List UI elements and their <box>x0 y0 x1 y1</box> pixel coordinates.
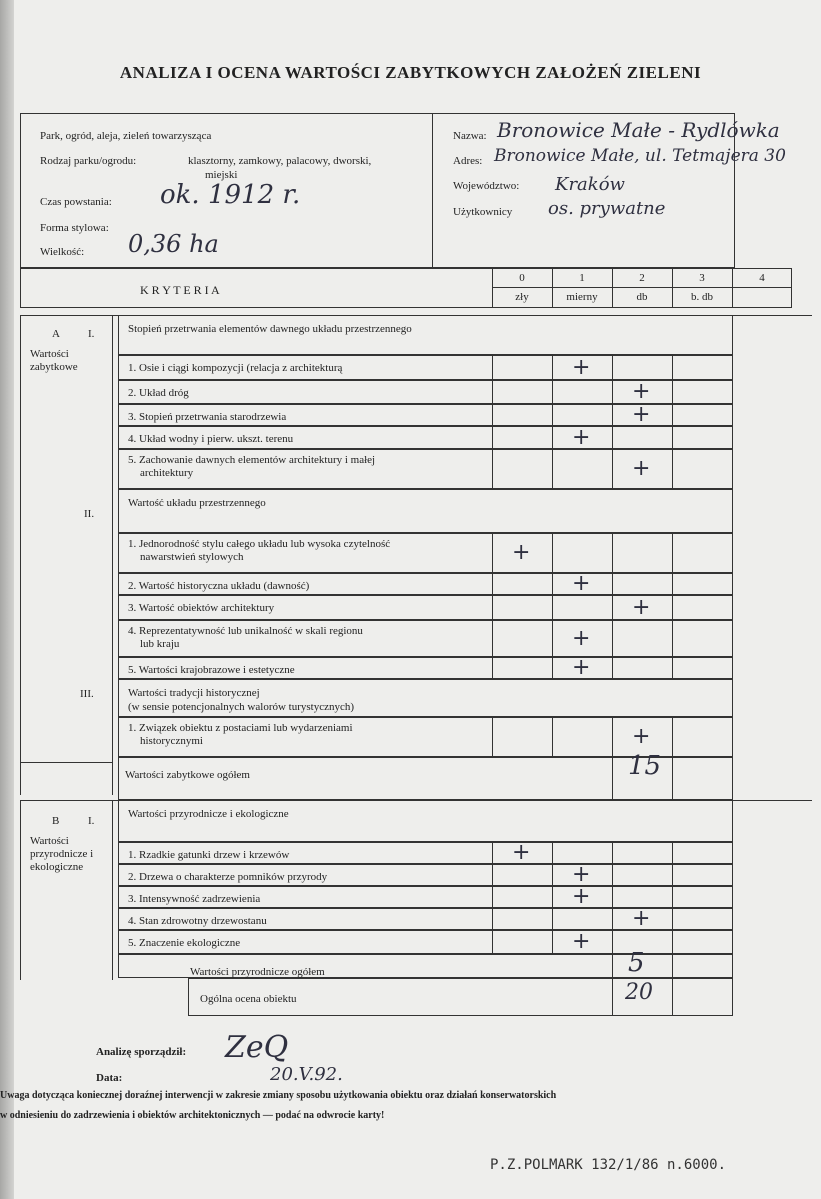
criterion-cell-line <box>672 842 673 864</box>
criterion-cell-line <box>672 573 673 595</box>
criterion-cell-line <box>612 573 613 595</box>
form-title: ANALIZA I OCENA WARTOŚCI ZABYTKOWYCH ZAŁOŻEŃ ZIELENI <box>119 63 702 82</box>
col-4-num: 4 <box>759 272 765 284</box>
criterion-label: 2. Wartość historyczna układu (dawność) <box>128 580 310 592</box>
criterion-cell-line <box>672 404 673 426</box>
criterion-cell-line <box>612 908 613 930</box>
section-a-roman-3: III. <box>80 688 94 700</box>
total-label: Wartości przyrodnicze ogółem <box>190 966 325 978</box>
criterion-cell-line <box>612 533 613 573</box>
score-mark: + <box>632 456 651 481</box>
group-title: (w sensie potencjonalnych walorów turystycznych) <box>128 701 355 713</box>
section-b-letter: B <box>52 815 60 827</box>
overall-divider <box>612 978 613 1016</box>
criterion-cell-line <box>492 595 493 620</box>
criterion-label: architektury <box>140 467 194 479</box>
rodzaj-label: Rodzaj parku/ogrodu: <box>40 155 137 167</box>
print-code: P.Z.POLMARK 132/1/86 n.6000. <box>490 1157 727 1173</box>
group-title-row <box>118 315 733 355</box>
czas-value: ok. 1912 r. <box>160 180 301 210</box>
criterion-cell-line <box>672 864 673 886</box>
criterion-cell-line <box>492 355 493 380</box>
total-value: 5 <box>628 948 645 978</box>
score-mark: + <box>572 424 591 450</box>
criterion-cell-line <box>552 842 553 864</box>
criterion-cell-line <box>672 355 673 380</box>
criterion-cell-line <box>552 864 553 886</box>
signature: ZeQ <box>225 1030 289 1065</box>
criterion-cell-line <box>672 908 673 930</box>
criterion-cell-line <box>492 886 493 908</box>
criterion-cell-line <box>612 657 613 679</box>
criterion-cell-line <box>552 449 553 489</box>
park-line: Park, ogród, aleja, zieleń towarzysząca <box>40 130 212 142</box>
criterion-cell-line <box>672 717 673 757</box>
criterion-cell-line <box>552 886 553 908</box>
score-mark: + <box>632 906 651 931</box>
total-value: 15 <box>628 751 662 781</box>
criterion-cell-line <box>612 355 613 380</box>
criterion-cell-line <box>552 573 553 595</box>
uzytkownicy-value: os. prywatne <box>548 198 666 219</box>
page-binding-edge <box>0 0 14 1199</box>
criterion-cell-line <box>612 886 613 908</box>
header-divider <box>432 113 433 268</box>
col-0-num: 0 <box>519 272 525 284</box>
criterion-label: nawarstwień stylowych <box>140 551 244 563</box>
criterion-label: 4. Stan zdrowotny drzewostanu <box>128 915 267 927</box>
group-title: Wartości przyrodnicze i ekologiczne <box>128 808 289 820</box>
criterion-cell-line <box>612 449 613 489</box>
criterion-label: lub kraju <box>140 638 180 650</box>
score-mark: + <box>572 571 591 596</box>
adres-value: Bronowice Małe, ul. Tetmajera 30 <box>494 146 786 166</box>
section-a-left-column-line <box>112 315 113 795</box>
section-b-roman-1: I. <box>88 815 95 827</box>
score-mark: + <box>572 862 591 887</box>
criterion-cell-line <box>672 886 673 908</box>
criterion-label: 1. Rzadkie gatunki drzew i krzewów <box>128 849 290 861</box>
criterion-label: 3. Stopień przetrwania starodrzewia <box>128 411 287 423</box>
criterion-cell-line <box>552 930 553 954</box>
criterion-cell-line <box>612 864 613 886</box>
criterion-cell-line <box>612 426 613 449</box>
criterion-label: historycznymi <box>140 735 203 747</box>
col-1-name: mierny <box>566 291 598 303</box>
criterion-cell-line <box>492 573 493 595</box>
total-cell-line <box>612 954 613 978</box>
total-cell-line <box>672 954 673 978</box>
section-a-total-divider <box>20 762 112 763</box>
nazwa-label: Nazwa: <box>453 130 487 142</box>
criterion-cell-line <box>492 426 493 449</box>
criterion-cell-line <box>612 380 613 404</box>
criterion-cell-line <box>492 717 493 757</box>
criterion-cell-line <box>492 449 493 489</box>
criterion-label: 5. Znaczenie ekologiczne <box>128 937 241 949</box>
criterion-label: 4. Reprezentatywność lub unikalność w skali regionu <box>128 625 363 637</box>
forma-label: Forma stylowa: <box>40 222 109 234</box>
section-a-roman-2: II. <box>84 508 95 520</box>
section-b-name: Wartości przyrodnicze i ekologiczne <box>30 835 94 873</box>
wielkosc-label: Wielkość: <box>40 246 85 258</box>
col-0-name: zły <box>515 291 529 303</box>
score-mark: + <box>572 625 591 651</box>
overall-value: 20 <box>625 980 653 1005</box>
col-3-num: 3 <box>699 272 705 284</box>
group-title: Wartości tradycji historycznej <box>128 687 260 699</box>
analiza-label: Analizę sporządził: <box>96 1046 187 1058</box>
criterion-cell-line <box>552 533 553 573</box>
total-cell-line <box>672 757 673 800</box>
group-title: Wartość układu przestrzennego <box>128 497 266 509</box>
criterion-label: 2. Układ dróg <box>128 387 189 399</box>
criterion-label: 1. Związek obiektu z postaciami lub wydarzeniami <box>128 722 353 734</box>
criterion-cell-line <box>672 930 673 954</box>
uzytkownicy-label: Użytkownicy <box>453 206 513 218</box>
criterion-label: 5. Zachowanie dawnych elementów architektury i małej <box>128 454 376 466</box>
section-a-name: Wartości zabytkowe <box>30 348 78 373</box>
criterion-label: 2. Drzewa o charakterze pomników przyrody <box>128 871 328 883</box>
col-3-name: b. db <box>691 291 713 303</box>
group-title-row <box>118 800 733 842</box>
section-a-roman-1: I. <box>88 328 95 340</box>
group-title: Stopień przetrwania elementów dawnego układu przestrzennego <box>128 323 412 335</box>
criterion-label: 5. Wartości krajobrazowe i estetyczne <box>128 664 295 676</box>
data-label: Data: <box>96 1072 123 1084</box>
criterion-cell-line <box>672 595 673 620</box>
nazwa-value: Bronowice Małe - Rydlówka <box>497 118 780 142</box>
criterion-cell-line <box>612 595 613 620</box>
criterion-cell-line <box>552 595 553 620</box>
total-label: Wartości zabytkowe ogółem <box>125 769 250 781</box>
col-2-name: db <box>636 291 648 303</box>
criterion-label: 3. Wartość obiektów architektury <box>128 602 275 614</box>
wojewodztwo-value: Kraków <box>555 174 625 195</box>
criterion-cell-line <box>492 908 493 930</box>
note-line-1: Uwaga dotycząca koniecznej doraźnej interwencji w zakresie zmiany sposobu użytkowania obiektu oraz działań konserwatorskich <box>0 1090 557 1101</box>
rodzaj-values: klasztorny, zamkowy, palacowy, dworski, <box>188 155 372 167</box>
section-b-left-column-line <box>112 800 113 980</box>
criterion-cell-line <box>492 864 493 886</box>
score-mark: + <box>632 402 651 427</box>
criterion-cell-line <box>612 717 613 757</box>
criterion-cell-line <box>492 404 493 426</box>
criterion-cell-line <box>552 717 553 757</box>
criteria-mid-line <box>492 287 792 288</box>
score-mark: + <box>512 840 531 865</box>
criterion-cell-line <box>552 380 553 404</box>
criterion-cell-line <box>612 930 613 954</box>
score-mark: + <box>512 540 531 565</box>
criterion-cell-line <box>552 355 553 380</box>
criterion-cell-line <box>612 842 613 864</box>
criterion-cell-line <box>612 620 613 657</box>
criterion-cell-line <box>492 533 493 573</box>
col-2-num: 2 <box>639 272 645 284</box>
criterion-cell-line <box>552 620 553 657</box>
criterion-cell-line <box>672 533 673 573</box>
criterion-cell-line <box>492 380 493 404</box>
criterion-cell-line <box>492 930 493 954</box>
criterion-label: 1. Osie i ciągi kompozycji (relacja z architekturą <box>128 362 343 374</box>
criterion-label: 3. Intensywność zadrzewienia <box>128 893 261 905</box>
criterion-cell-line <box>492 842 493 864</box>
score-mark: + <box>632 594 651 620</box>
criterion-cell-line <box>552 657 553 679</box>
score-mark: + <box>572 655 591 680</box>
criterion-cell-line <box>492 657 493 679</box>
score-mark: + <box>632 724 651 749</box>
section-a-letter: A <box>52 328 60 340</box>
score-mark: + <box>572 354 591 380</box>
criterion-cell-line <box>672 426 673 449</box>
criterion-label: 1. Jednorodność stylu całego układu lub wysoka czytelność <box>128 538 391 550</box>
overall-label: Ogólna ocena obiektu <box>200 993 297 1005</box>
col-1-num: 1 <box>579 272 585 284</box>
score-mark: + <box>632 379 651 404</box>
criterion-cell-line <box>492 620 493 657</box>
criterion-cell-line <box>552 908 553 930</box>
wielkosc-value: 0,36 ha <box>128 230 219 258</box>
score-mark: + <box>572 929 591 954</box>
rodzaj-values-2: miejski <box>205 169 238 181</box>
data-value: 20.V.92. <box>270 1064 343 1085</box>
criterion-label: 4. Układ wodny i pierw. ukszt. terenu <box>128 433 294 445</box>
total-cell-line <box>612 757 613 800</box>
note-line-2: w odniesieniu do zadrzewienia i obiektów architektonicznych — podać na odwrocie karty! <box>0 1110 385 1121</box>
criterion-cell-line <box>672 449 673 489</box>
overall-divider <box>672 978 673 1016</box>
criterion-cell-line <box>612 404 613 426</box>
group-title-row <box>118 489 733 533</box>
criteria-label: K R Y T E R I A <box>140 283 220 297</box>
score-mark: + <box>572 884 591 909</box>
criterion-cell-line <box>552 404 553 426</box>
wojewodztwo-label: Województwo: <box>453 180 520 192</box>
adres-label: Adres: <box>453 155 483 167</box>
criterion-cell-line <box>552 426 553 449</box>
criterion-cell-line <box>672 620 673 657</box>
czas-label: Czas powstania: <box>40 196 112 208</box>
criterion-cell-line <box>672 657 673 679</box>
criterion-cell-line <box>672 380 673 404</box>
